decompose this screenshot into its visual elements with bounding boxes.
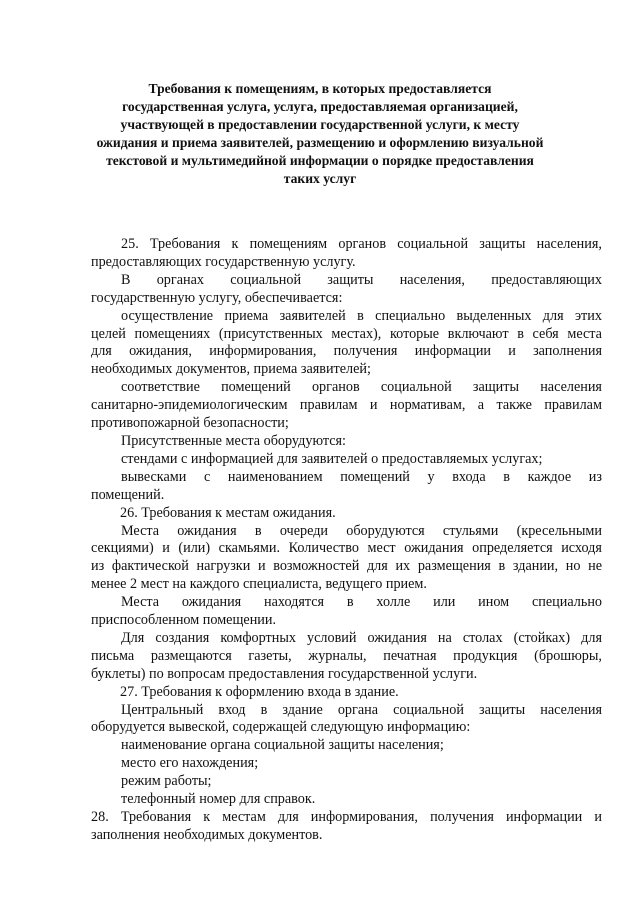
- justified-line: [91, 326, 602, 344]
- word: (присутственных: [218, 325, 323, 342]
- word: и: [594, 809, 602, 825]
- word: но: [565, 558, 581, 575]
- word: создания: [155, 629, 210, 646]
- justified-line: [91, 308, 602, 326]
- word: населения,: [399, 271, 465, 288]
- paragraph: [91, 702, 602, 738]
- word: социальной: [397, 236, 469, 252]
- document-body: [91, 236, 602, 845]
- word: местам: [222, 809, 266, 825]
- justified-line: [91, 558, 602, 576]
- word: размещения: [417, 558, 491, 575]
- word: в: [498, 558, 506, 575]
- word: продукция: [453, 647, 518, 664]
- word: ожидания,: [129, 343, 192, 360]
- word: специально: [531, 594, 602, 611]
- justified-line: [91, 343, 602, 361]
- text-line: режим работы;: [121, 773, 212, 790]
- word: с: [203, 468, 211, 485]
- word: и: [162, 540, 170, 557]
- word: находятся: [264, 594, 325, 611]
- word: получения: [430, 809, 494, 825]
- word: ожидания: [404, 540, 464, 557]
- justified-line: [91, 540, 602, 558]
- word: осуществление: [121, 307, 214, 324]
- word: заполнения: [533, 343, 602, 360]
- paragraph: [91, 791, 602, 809]
- word: здание: [282, 701, 323, 718]
- word: себя: [532, 325, 559, 342]
- word: вывесками: [121, 468, 187, 485]
- paragraph: [91, 451, 602, 469]
- word: защиты: [327, 271, 374, 288]
- word: социальной: [393, 701, 464, 718]
- word: каждое: [527, 468, 572, 485]
- word: в: [260, 701, 268, 718]
- word: населения: [540, 379, 602, 396]
- word: размещаются: [150, 647, 232, 664]
- word: и: [369, 397, 378, 414]
- paragraph: [91, 272, 602, 308]
- text-line: Присутственные места оборудуются:: [121, 432, 346, 449]
- paragraph-28: [91, 809, 602, 845]
- word: в: [503, 468, 510, 485]
- text-line: предоставляющих государственную услугу.: [91, 253, 356, 270]
- word: фактической: [111, 558, 189, 575]
- word: исходя: [561, 540, 602, 557]
- word: столах: [462, 629, 503, 646]
- paragraph: [91, 630, 602, 684]
- word: ожидания: [177, 522, 237, 539]
- word: определяется: [472, 540, 553, 557]
- word: 28.: [91, 809, 109, 825]
- section-title: [88, 80, 552, 187]
- justified-line: [91, 236, 602, 254]
- word: помещениях: [134, 325, 211, 342]
- word: Места: [121, 522, 160, 539]
- word: которые: [389, 325, 440, 342]
- justified-line: [91, 702, 602, 720]
- paragraph: [91, 755, 602, 773]
- word: ожидания: [181, 594, 242, 611]
- word: места: [567, 325, 602, 342]
- word: и: [508, 343, 516, 360]
- word: населения: [540, 701, 602, 718]
- title-line: государственная услуга, услуга, предоставляемая организацией,: [122, 98, 518, 114]
- word: для: [91, 343, 112, 360]
- title-line: участвующей в предоставлении государственной услуги, к месту: [120, 116, 520, 132]
- text-line: оборудуется вывеской, содержащей следующую информацию:: [91, 719, 471, 736]
- word: их: [395, 558, 411, 575]
- word: для: [366, 558, 388, 575]
- word: ином: [478, 594, 510, 611]
- word: Требования: [149, 236, 221, 252]
- text-line: стендами с информацией для заявителей о предоставляемых услугах;: [121, 450, 543, 467]
- word: из: [588, 468, 602, 485]
- paragraph: [91, 379, 602, 433]
- word: не: [588, 558, 602, 575]
- paragraph: [91, 469, 602, 505]
- word: нагрузки: [196, 558, 251, 575]
- text-line: помещений.: [91, 486, 165, 503]
- word: а: [477, 397, 485, 414]
- word: органа: [337, 701, 379, 718]
- paragraph: [91, 523, 602, 595]
- word: скамьями.: [218, 540, 281, 557]
- justified-line: [91, 379, 602, 397]
- word: секциями): [91, 540, 154, 557]
- word: ожидания: [367, 629, 427, 646]
- word: санитарно-эпидемиологическим: [91, 397, 288, 414]
- word: этих: [574, 307, 602, 324]
- word: к: [231, 236, 239, 252]
- word: здании,: [512, 558, 559, 575]
- word: на: [437, 629, 452, 646]
- title-line: таких услуг: [283, 170, 357, 186]
- word: Количество: [288, 540, 359, 557]
- word: нормативам,: [389, 397, 466, 414]
- word: помещениям: [249, 236, 328, 252]
- word: предоставляющих: [491, 271, 602, 288]
- text-line: необходимых документов, приема заявителей;: [91, 361, 371, 378]
- justified-line: [91, 594, 602, 612]
- paragraph: [91, 433, 602, 451]
- word: информации: [505, 809, 583, 825]
- word: из: [91, 558, 105, 575]
- word: выделенных: [456, 307, 532, 324]
- word: стульями: [442, 522, 499, 539]
- word: населения,: [536, 236, 602, 252]
- word: или: [433, 594, 456, 611]
- word: информации: [414, 343, 492, 360]
- word: защиты: [479, 236, 526, 252]
- paragraph-27: [91, 684, 602, 702]
- word: для: [277, 809, 299, 825]
- word: информирования,: [310, 809, 418, 825]
- word: В: [121, 271, 131, 288]
- word: получения: [333, 343, 398, 360]
- word: печатная: [383, 647, 437, 664]
- word: возможностей: [273, 558, 360, 575]
- text-line: противопожарной безопасности;: [91, 415, 289, 432]
- paragraph: [91, 773, 602, 791]
- justified-line: [91, 397, 602, 415]
- word: письма: [91, 647, 135, 664]
- text-line: буклеты) по вопросам предоставления государственной услуги.: [91, 665, 478, 682]
- word: социальной: [230, 271, 302, 288]
- word: заявителей: [279, 307, 346, 324]
- paragraph: [91, 308, 602, 380]
- word: входа: [452, 468, 486, 485]
- word: оборудуются: [346, 522, 425, 539]
- word: включают: [447, 325, 509, 342]
- paragraph-26: [91, 505, 602, 523]
- word: (или): [178, 540, 211, 557]
- text-line: приспособленном помещении.: [91, 612, 277, 629]
- text-line: заполнения необходимых документов.: [91, 826, 323, 843]
- word: мест: [367, 540, 396, 557]
- justified-line: [91, 469, 602, 487]
- word: наименованием: [227, 468, 323, 485]
- word: у: [427, 468, 435, 485]
- word: условий: [307, 629, 357, 646]
- word: для: [542, 307, 564, 324]
- word: специально: [375, 307, 446, 324]
- word: вход: [218, 701, 246, 718]
- word: в: [517, 325, 524, 342]
- word: комфортных: [220, 629, 296, 646]
- word: Для: [121, 629, 145, 646]
- paragraph: [91, 737, 602, 755]
- paragraph: [91, 594, 602, 630]
- word: журналы,: [308, 647, 367, 664]
- word: местах),: [331, 325, 382, 342]
- word: помещений: [340, 468, 410, 485]
- text-line: место его нахождения;: [121, 755, 259, 772]
- word: Места: [121, 594, 160, 611]
- justified-line: [91, 648, 602, 666]
- word: информирования,: [209, 343, 317, 360]
- justified-line: [91, 630, 602, 648]
- word: очереди: [279, 522, 329, 539]
- word: 25.: [121, 236, 139, 252]
- word: в: [346, 594, 354, 611]
- word: для: [581, 629, 602, 646]
- word: (брошюры,: [534, 647, 602, 664]
- word: органов: [338, 236, 387, 252]
- word: в: [254, 522, 262, 539]
- title-line: текстовой и мультимедийной информации о порядке предоставления: [106, 152, 534, 168]
- word: помещений: [221, 379, 291, 396]
- word: также: [496, 397, 532, 414]
- word: к: [203, 809, 211, 825]
- word: Центральный: [121, 701, 204, 718]
- justified-line: [91, 809, 602, 827]
- word: защиты: [479, 701, 526, 718]
- word: социальной: [380, 379, 452, 396]
- paragraph-25: [91, 236, 602, 272]
- title-line: Требования к помещениям, в которых предоставляется: [148, 81, 492, 96]
- word: холле: [376, 594, 411, 611]
- word: правилам: [544, 397, 602, 414]
- title-line: ожидания и приема заявителей, размещению и оформлению визуальной: [96, 134, 544, 150]
- word: приема: [224, 307, 269, 324]
- word: в: [357, 307, 364, 324]
- word: газеты,: [248, 647, 292, 664]
- word: (стойках): [513, 629, 571, 646]
- text-line: менее 2 мест на каждого специалиста, ведущего прием.: [91, 576, 427, 593]
- justified-line: [91, 523, 602, 541]
- word: правилам: [299, 397, 358, 414]
- text-line: наименование органа социальной защиты населения;: [121, 737, 444, 754]
- word: органов: [311, 379, 360, 396]
- text-line: 26. Требования к местам ожидания.: [120, 504, 336, 521]
- word: соответствие: [121, 379, 200, 396]
- text-line: государственную услугу, обеспечивается:: [91, 289, 343, 306]
- text-line: телефонный номер для справок.: [121, 791, 316, 808]
- word: Требования: [120, 809, 192, 825]
- text-line: 27. Требования к оформлению входа в здание.: [120, 683, 399, 700]
- word: целей: [91, 325, 126, 342]
- word: (кресельными: [516, 522, 602, 539]
- justified-line: [91, 272, 602, 290]
- word: органах: [156, 271, 204, 288]
- word: и: [257, 558, 266, 575]
- word: защиты: [472, 379, 520, 396]
